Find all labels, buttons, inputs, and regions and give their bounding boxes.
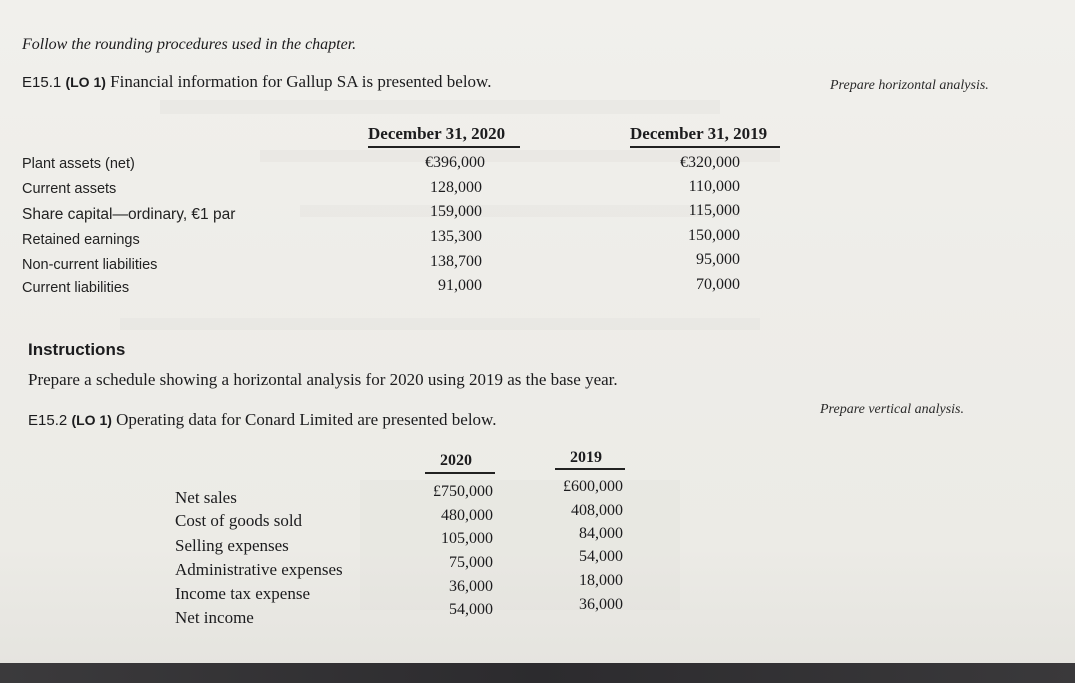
exercise-1-number: E15.1 <box>22 74 62 91</box>
row-value-2020: 91,000 <box>438 277 482 294</box>
row-value-2020: 159,000 <box>430 203 482 220</box>
margin-note-vertical: Prepare vertical analysis. <box>820 402 964 417</box>
row-value-2019: 18,000 <box>579 572 623 589</box>
row-value-2019: 95,000 <box>696 251 740 268</box>
row-value-2020: 54,000 <box>449 601 493 618</box>
row-value-2019: 84,000 <box>579 525 623 542</box>
row-value-2019: 54,000 <box>579 548 623 565</box>
row-label: Plant assets (net) <box>22 156 135 172</box>
instructions-heading: Instructions <box>28 340 126 359</box>
column-header-2019: 2019 <box>570 449 602 466</box>
row-label: Net sales <box>175 488 237 507</box>
row-value-2019: 408,000 <box>571 502 623 519</box>
header-rule-2019 <box>630 146 780 148</box>
row-label: Administrative expenses <box>175 560 343 579</box>
row-label: Current liabilities <box>22 280 130 296</box>
row-value-2019: £600,000 <box>563 478 623 495</box>
row-value-2020: 36,000 <box>449 578 493 595</box>
row-value-2019: €320,000 <box>680 154 740 171</box>
row-label: Net income <box>175 608 254 627</box>
column-header-dec-2020: December 31, 2020 <box>368 124 506 143</box>
margin-note-horizontal: Prepare horizontal analysis. <box>830 78 989 93</box>
row-label: Share capital—ordinary, €1 par <box>22 206 236 223</box>
row-label: Non-current liabilities <box>22 257 158 273</box>
header-rule-2020-b <box>425 472 495 474</box>
rounding-instruction: Follow the rounding procedures used in the chapter. <box>22 36 357 53</box>
row-value-2020: 138,700 <box>430 253 482 270</box>
row-label: Selling expenses <box>175 536 289 555</box>
exercise-1-description: Financial information for Gallup SA is presented below. <box>110 72 492 91</box>
row-value-2019: 115,000 <box>688 202 740 219</box>
header-rule-2020 <box>368 146 520 148</box>
row-label: Current assets <box>22 181 117 197</box>
row-value-2019: 70,000 <box>696 276 740 293</box>
row-value-2019: 110,000 <box>688 178 740 195</box>
exercise-1-title <box>22 72 491 92</box>
column-header-2020: 2020 <box>440 452 472 469</box>
row-value-2019: 150,000 <box>688 227 740 244</box>
header-rule-2019-b <box>555 468 625 470</box>
row-value-2019: 36,000 <box>579 596 623 613</box>
row-label: Income tax expense <box>175 584 310 603</box>
row-value-2020: £750,000 <box>433 483 493 500</box>
exercise-1-lo: (LO 1) <box>65 74 106 90</box>
row-value-2020: 480,000 <box>441 507 493 524</box>
exercise-2-number: E15.2 <box>28 412 68 429</box>
instructions-text: Prepare a schedule showing a horizontal analysis for 2020 using 2019 as the base year. <box>28 370 618 389</box>
exercise-2-lo: (LO 1) <box>71 412 112 428</box>
row-value-2020: 135,300 <box>430 228 482 245</box>
row-value-2020: 75,000 <box>449 554 493 571</box>
row-value-2020: €396,000 <box>425 154 485 171</box>
row-value-2020: 105,000 <box>441 530 493 547</box>
row-label: Cost of goods sold <box>175 511 303 530</box>
exercise-2-title <box>28 410 496 430</box>
page-edge-shadow <box>0 663 1075 683</box>
row-label: Retained earnings <box>22 232 140 248</box>
row-value-2020: 128,000 <box>430 179 482 196</box>
exercise-2-description: Operating data for Conard Limited are presented below. <box>116 410 497 429</box>
column-header-dec-2019: December 31, 2019 <box>630 124 768 143</box>
